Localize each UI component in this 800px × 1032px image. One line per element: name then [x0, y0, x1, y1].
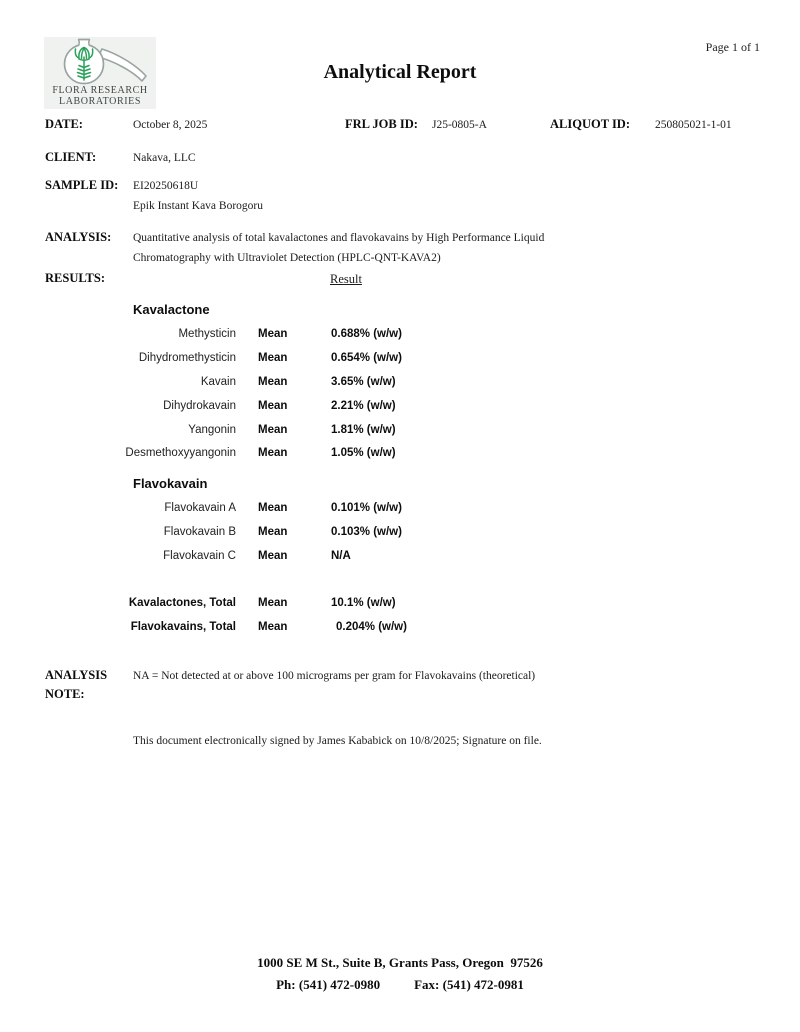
analysis-note-text: NA = Not detected at or above 100 micrograms per gram for Flavokavains (theoretical): [133, 670, 536, 682]
sample-id-label: SAMPLE ID:: [45, 178, 119, 192]
stat-label: Mean: [258, 376, 288, 388]
result-value: 0.103% (w/w): [331, 526, 402, 538]
table-row: [0, 328, 800, 344]
result-value: 0.688% (w/w): [331, 328, 402, 340]
page-number: Page 1 of 1: [705, 40, 760, 54]
stat-label: Mean: [258, 550, 288, 562]
aliquot-id-value: 250805021-1-01: [655, 119, 732, 131]
footer-address: 1000 SE M St., Suite B, Grants Pass, Oregon 97526: [257, 955, 543, 970]
stat-label: Mean: [258, 502, 288, 514]
results-label: RESULTS:: [45, 271, 105, 285]
analyte-name: Methysticin: [178, 328, 236, 340]
aliquot-id-label: ALIQUOT ID:: [550, 117, 630, 131]
table-row: [0, 376, 800, 392]
stat-label: Mean: [258, 621, 288, 633]
analysis-label: ANALYSIS:: [45, 230, 112, 244]
date-label: DATE:: [45, 117, 83, 131]
analysis-line2: Chromatography with Ultraviolet Detection (HPLC-QNT-KAVA2): [133, 252, 441, 264]
table-row-total: [0, 621, 800, 637]
signature-line: This document electronically signed by James Kababick on 10/8/2025; Signature on file.: [133, 735, 542, 747]
analyte-name: Flavokavain B: [163, 526, 236, 538]
result-value: 0.101% (w/w): [331, 502, 402, 514]
analyte-name: Flavokavain C: [163, 550, 236, 562]
stat-label: Mean: [258, 526, 288, 538]
stat-label: Mean: [258, 447, 288, 459]
sample-id-value: EI20250618U: [133, 180, 199, 192]
result-value: 0.204% (w/w): [336, 621, 407, 633]
date-value: October 8, 2025: [133, 119, 208, 131]
stat-label: Mean: [258, 400, 288, 412]
table-row: [0, 526, 800, 542]
result-value: 0.654% (w/w): [331, 352, 402, 364]
result-column-header: Result: [330, 272, 362, 286]
section-title-kavalactone: Kavalactone: [133, 302, 210, 317]
analyte-name: Dihydrokavain: [163, 400, 236, 412]
result-value: 2.21% (w/w): [331, 400, 396, 412]
footer-fax: Fax: (541) 472-0981: [414, 977, 524, 992]
result-value: 1.05% (w/w): [331, 447, 396, 459]
table-row: [0, 352, 800, 368]
frl-job-id-value: J25-0805-A: [432, 119, 487, 131]
analysis-note-label-line2: NOTE:: [45, 687, 85, 701]
table-row: [0, 447, 800, 463]
table-row: [0, 502, 800, 518]
analyte-name: Flavokavains, Total: [130, 621, 236, 633]
footer-phone: Ph: (541) 472-0980: [276, 977, 381, 992]
logo-name-line1: FLORA RESEARCH: [52, 85, 148, 96]
analyte-name: Desmethoxyyangonin: [125, 447, 236, 459]
analysis-note-label-line1: ANALYSIS: [45, 668, 108, 682]
section-title-flavokavain: Flavokavain: [133, 476, 208, 491]
table-row: [0, 550, 800, 566]
client-label: CLIENT:: [45, 150, 97, 164]
stat-label: Mean: [258, 352, 288, 364]
analyte-name: Flavokavain A: [164, 502, 236, 514]
stat-label: Mean: [258, 597, 288, 609]
page-title: Analytical Report: [323, 61, 477, 83]
logo-name-line2: LABORATORIES: [58, 95, 142, 107]
frl-job-id-label: FRL JOB ID:: [345, 117, 418, 131]
analyte-name: Yangonin: [188, 424, 236, 436]
footer-contacts: [0, 977, 800, 993]
logo-text: [52, 86, 147, 107]
analysis-line1: Quantitative analysis of total kavalactones and flavokavains by High Performance Liquid: [133, 232, 545, 244]
stat-label: Mean: [258, 328, 288, 340]
result-value: 3.65% (w/w): [331, 376, 396, 388]
client-value: Nakava, LLC: [133, 152, 196, 164]
analyte-name: Kavalactones, Total: [128, 597, 236, 609]
analyte-name: Dihydromethysticin: [138, 352, 236, 364]
analyte-name: Kavain: [200, 376, 236, 388]
table-row-total: [0, 597, 800, 613]
result-value: N/A: [331, 550, 351, 562]
stat-label: Mean: [258, 424, 288, 436]
result-value: 1.81% (w/w): [331, 424, 396, 436]
result-value: 10.1% (w/w): [331, 597, 396, 609]
sample-description: Epik Instant Kava Borogoru: [133, 200, 263, 212]
table-row: [0, 400, 800, 416]
table-row: [0, 424, 800, 440]
